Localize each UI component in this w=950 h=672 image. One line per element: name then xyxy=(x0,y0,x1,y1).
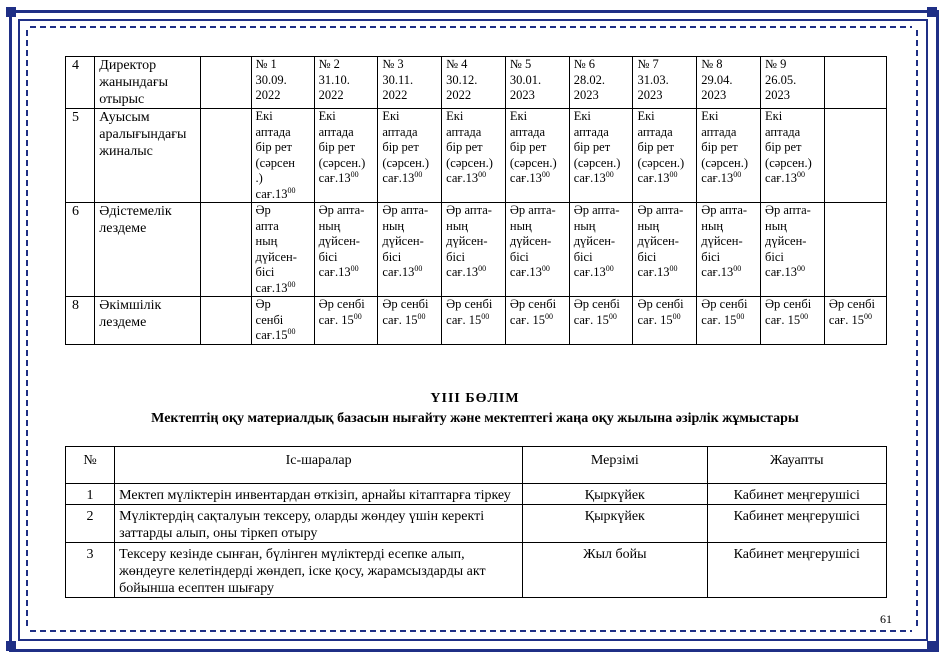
cell-line: Екі xyxy=(446,109,464,123)
tasks-table xyxy=(65,446,887,598)
cell-line: апта xyxy=(255,218,279,233)
time-minutes: 00 xyxy=(414,263,423,273)
cell-line: бісі xyxy=(573,249,593,264)
time-minutes: 00 xyxy=(736,311,745,321)
schedule-cell xyxy=(697,203,761,297)
cell-line: 2022 xyxy=(318,88,344,102)
schedule-cell xyxy=(314,57,378,109)
cell-line: (сәрсен.) xyxy=(446,155,493,170)
schedule-cell xyxy=(314,109,378,203)
cell-line: 2023 xyxy=(765,88,791,102)
cell-line: 29.04. xyxy=(701,72,733,87)
cell-line: Екі xyxy=(765,109,783,123)
event-name: Директор жанындағы отырыс xyxy=(95,57,201,109)
time-hour: сағ.13 xyxy=(382,171,415,185)
cell-time xyxy=(701,313,756,329)
schedule-cell xyxy=(569,109,633,203)
table-row xyxy=(66,543,887,598)
cell-line: Екі xyxy=(701,109,719,123)
cell-line: Әр апта- xyxy=(509,203,556,217)
time-minutes: 00 xyxy=(800,311,809,321)
row-number: 3 xyxy=(66,543,115,598)
cell-line: (сәрсен.) xyxy=(701,155,748,170)
time-hour: сағ.13 xyxy=(382,265,415,279)
schedule-cell xyxy=(251,297,314,345)
cell-line: Әр апта- xyxy=(765,203,811,217)
schedule-cell xyxy=(442,109,506,203)
row-activity: Мүліктердің сақталуын тексеру, оларды жөндеу үшін керекті заттарды алып, оны тіркеп отыру xyxy=(115,505,523,543)
table-header-row xyxy=(66,447,887,484)
cell-time xyxy=(574,265,629,281)
time-minutes: 00 xyxy=(545,311,554,321)
cell-line: сенбі xyxy=(255,312,284,327)
row-number: 4 xyxy=(66,57,95,109)
cell-line: дүйсен- xyxy=(255,249,297,264)
schedule-cell xyxy=(761,203,825,297)
time-hour: сағ. 15 xyxy=(382,312,418,327)
page-border-dashes-bottom xyxy=(30,630,912,632)
time-minutes: 00 xyxy=(541,169,550,179)
cell-line: ның xyxy=(382,218,405,233)
cell-line: № 1 xyxy=(255,57,277,71)
section-subheading: Мектептің оқу материалдық базасын нығайту және мектептегі жаңа оқу жылына әзірлік жұмыстары xyxy=(151,411,799,426)
cell-line: Әр апта- xyxy=(637,203,684,217)
schedule-cell xyxy=(633,57,697,109)
time-hour: сағ.13 xyxy=(765,171,798,185)
cell-time xyxy=(765,313,820,329)
time-minutes: 00 xyxy=(478,169,487,179)
cell-line: бір рет xyxy=(446,140,483,154)
cell-line: бір рет xyxy=(509,140,547,154)
time-minutes: 00 xyxy=(797,263,806,273)
cell-time xyxy=(319,313,374,329)
time-minutes: 00 xyxy=(481,311,490,321)
time-hour: сағ. 15 xyxy=(765,312,801,327)
schedule-cell xyxy=(761,297,825,345)
time-hour: сағ.13 xyxy=(446,171,479,185)
cell-line: ның xyxy=(765,218,787,233)
time-hour: сағ. 15 xyxy=(509,312,546,327)
cell-line: 31.03. xyxy=(637,72,669,87)
time-hour: сағ. 15 xyxy=(573,312,609,327)
cell-line: Әр сенбі xyxy=(573,297,620,311)
cell-line: бір рет xyxy=(255,140,292,154)
cell-line: Әр сенбі xyxy=(828,297,875,311)
cell-line: № 5 xyxy=(509,57,532,71)
cell-line: Әр xyxy=(255,297,271,311)
time-minutes: 00 xyxy=(350,263,359,273)
time-hour: сағ.13 xyxy=(637,265,670,279)
time-hour: сағ.13 xyxy=(509,265,542,279)
cell-time xyxy=(637,313,692,329)
cell-line: аптада xyxy=(509,124,546,139)
cell-line: бісі xyxy=(318,249,338,264)
time-hour: сағ.13 xyxy=(318,265,351,279)
time-minutes: 00 xyxy=(608,311,617,321)
time-hour: сағ. 15 xyxy=(828,312,864,327)
row-number: 1 xyxy=(66,484,115,505)
time-hour: сағ. 15 xyxy=(701,312,737,327)
schedule-cell xyxy=(378,297,442,345)
border-corner xyxy=(927,641,937,651)
empty-cell xyxy=(200,57,251,109)
cell-line: 30.09. xyxy=(255,72,287,87)
cell-time xyxy=(446,265,501,281)
cell-line: Әр сенбі xyxy=(637,297,684,311)
schedule-cell xyxy=(569,297,633,345)
cell-line: Әр апта- xyxy=(701,203,748,217)
cell-line: 2023 xyxy=(701,88,727,102)
cell-line: бір рет xyxy=(573,140,611,154)
cell-line: Әр апта- xyxy=(318,203,365,217)
cell-line: бісі xyxy=(509,249,529,264)
empty-cell xyxy=(200,203,251,297)
cell-line: бір рет xyxy=(765,140,802,154)
schedule-cell xyxy=(314,297,378,345)
cell-line: Әр апта- xyxy=(446,203,492,217)
cell-line: Екі xyxy=(637,109,655,123)
cell-line: Екі xyxy=(318,109,336,123)
time-hour: сағ. 15 xyxy=(318,312,354,327)
cell-line: бір рет xyxy=(701,140,738,154)
time-minutes: 00 xyxy=(287,326,296,336)
cell-line: № 6 xyxy=(573,57,595,71)
cell-line: (сәрсен.) xyxy=(573,155,621,170)
time-hour: сағ.13 xyxy=(255,280,288,295)
event-name: Әкімшілік лездеме xyxy=(95,297,201,345)
row-responsible: Кабинет меңгерушісі xyxy=(707,543,886,598)
schedule-cell xyxy=(569,203,633,297)
empty-cell xyxy=(200,297,251,345)
schedule-cell xyxy=(633,203,697,297)
time-minutes: 00 xyxy=(733,263,742,273)
row-activity: Тексеру кезінде сынған, бүлінген мүліктерді есепке алып, жөндеуге келетіндерді жөндеп, іске қосу, жарамсыздарды акт бойынша есептен шығару xyxy=(115,543,523,598)
schedule-row xyxy=(66,203,887,297)
cell-line: 2023 xyxy=(637,88,663,102)
schedule-cell xyxy=(442,203,506,297)
cell-time xyxy=(701,265,756,281)
time-minutes: 00 xyxy=(863,311,872,321)
schedule-cell-extra xyxy=(824,57,886,109)
time-minutes: 00 xyxy=(353,311,362,321)
cell-line: ның xyxy=(318,218,341,233)
cell-line: бір рет xyxy=(318,140,356,154)
table-row xyxy=(66,484,887,505)
page-border-dashes-right xyxy=(916,30,918,628)
row-deadline: Қыркүйек xyxy=(523,505,707,543)
schedule-cell xyxy=(761,57,825,109)
cell-time xyxy=(382,313,437,329)
cell-time xyxy=(382,265,437,281)
cell-line: аптада xyxy=(573,124,609,139)
col-header-deadline: Мерзімі xyxy=(523,447,707,484)
row-responsible: Кабинет меңгерушісі xyxy=(707,505,886,543)
cell-line: аптада xyxy=(637,124,673,139)
cell-line: Екі xyxy=(573,109,591,123)
col-header-activities: Іс-шаралар xyxy=(115,447,523,484)
time-minutes: 00 xyxy=(350,169,359,179)
time-hour: сағ.13 xyxy=(701,265,734,279)
cell-line: 30.12. xyxy=(446,72,478,87)
cell-line: Әр сенбі xyxy=(318,297,365,311)
cell-line: дүйсен- xyxy=(573,234,616,248)
cell-time xyxy=(382,171,437,187)
cell-time xyxy=(701,171,756,187)
time-minutes: 00 xyxy=(797,169,806,179)
cell-line: бісі xyxy=(446,249,465,264)
schedule-cell xyxy=(633,109,697,203)
cell-line: .) xyxy=(255,171,263,185)
row-activity: Мектеп мүліктерін инвентардан өткізіп, арнайы кітаптарға тіркеу xyxy=(115,484,523,505)
schedule-cell-extra xyxy=(824,109,886,203)
time-minutes: 00 xyxy=(605,169,614,179)
cell-time xyxy=(510,265,565,281)
cell-time xyxy=(637,265,692,281)
cell-line: Әр сенбі xyxy=(509,297,557,311)
row-deadline: Қыркүйек xyxy=(523,484,707,505)
cell-line: (сәрсен.) xyxy=(637,155,685,170)
empty-cell xyxy=(200,109,251,203)
cell-line: 31.10. xyxy=(318,72,350,87)
cell-line: (сәрсен.) xyxy=(765,155,812,170)
schedule-cell xyxy=(505,297,569,345)
section-heading: ҮІІІ БӨЛІМ xyxy=(430,391,520,406)
cell-time xyxy=(446,313,501,329)
cell-line: Әр сенбі xyxy=(446,297,493,311)
cell-line: 26.05. xyxy=(765,72,797,87)
cell-line: аптада xyxy=(255,124,291,139)
schedule-cell xyxy=(251,109,314,203)
cell-line: аптада xyxy=(701,124,737,139)
schedule-cell xyxy=(697,109,761,203)
time-minutes: 00 xyxy=(287,185,296,195)
page-border-dashes-left xyxy=(26,30,28,628)
cell-time xyxy=(256,187,310,203)
page-number: 61 xyxy=(880,612,892,626)
time-hour: сағ.13 xyxy=(637,171,670,185)
cell-time xyxy=(510,313,565,329)
cell-line: ның xyxy=(637,218,660,233)
border-corner xyxy=(6,7,16,17)
cell-line: Екі xyxy=(255,109,273,123)
cell-line: Екі xyxy=(509,109,528,123)
cell-line: бісі xyxy=(382,249,402,264)
time-hour: сағ.13 xyxy=(509,171,542,185)
page-border-dashes-top xyxy=(30,26,912,28)
row-number: 6 xyxy=(66,203,95,297)
time-minutes: 00 xyxy=(478,263,487,273)
schedule-cell xyxy=(633,297,697,345)
time-hour: сағ.15 xyxy=(255,328,288,342)
event-name: Ауысым аралығындағы жиналыс xyxy=(95,109,201,203)
cell-time xyxy=(319,265,374,281)
row-number: 8 xyxy=(66,297,95,345)
time-hour: сағ.13 xyxy=(255,186,288,201)
cell-line: 2022 xyxy=(382,88,408,102)
col-header-responsible: Жауапты xyxy=(707,447,886,484)
cell-line: аптада xyxy=(318,124,354,139)
time-hour: сағ.13 xyxy=(573,171,606,185)
cell-line: 30.01. xyxy=(509,72,542,87)
cell-line: 2022 xyxy=(255,88,281,102)
cell-time xyxy=(765,265,820,281)
cell-line: № 8 xyxy=(701,57,723,71)
schedule-cell xyxy=(505,57,569,109)
cell-time xyxy=(574,313,629,329)
cell-line: аптада xyxy=(446,124,482,139)
time-minutes: 00 xyxy=(672,311,681,321)
time-hour: сағ.13 xyxy=(765,265,798,279)
cell-line: бір рет xyxy=(637,140,674,154)
time-minutes: 00 xyxy=(605,263,614,273)
cell-line: дүйсен- xyxy=(765,234,807,248)
schedule-cell-extra xyxy=(824,203,886,297)
schedule-row xyxy=(66,57,887,109)
cell-line: 2023 xyxy=(509,88,535,102)
cell-line: 28.02. xyxy=(573,72,605,87)
cell-line: дүйсен- xyxy=(446,234,488,248)
cell-line: (сәрсен xyxy=(255,155,295,170)
cell-time xyxy=(574,171,629,187)
cell-line: Әр сенбі xyxy=(701,297,748,311)
cell-line: № 2 xyxy=(318,57,340,71)
time-minutes: 00 xyxy=(287,279,296,289)
cell-line: аптада xyxy=(765,124,801,139)
time-hour: сағ.13 xyxy=(446,265,479,279)
time-minutes: 00 xyxy=(417,311,426,321)
schedule-row xyxy=(66,109,887,203)
cell-line: ның xyxy=(701,218,724,233)
cell-line: Әр сенбі xyxy=(382,297,429,311)
schedule-cell xyxy=(378,109,442,203)
cell-line: Әр апта- xyxy=(382,203,429,217)
cell-line: № 9 xyxy=(765,57,787,71)
time-minutes: 00 xyxy=(541,263,550,273)
cell-line: 30.11. xyxy=(382,72,414,87)
cell-time xyxy=(319,171,374,187)
schedule-cell xyxy=(378,203,442,297)
schedule-cell xyxy=(251,57,314,109)
cell-time xyxy=(446,171,501,187)
cell-line: Әр апта- xyxy=(573,203,620,217)
cell-line: дүйсен- xyxy=(318,234,360,248)
cell-time xyxy=(829,313,882,329)
cell-line: дүйсен- xyxy=(637,234,679,248)
schedule-cell-extra xyxy=(824,297,886,345)
cell-line: дүйсен- xyxy=(701,234,743,248)
time-hour: сағ.13 xyxy=(573,265,606,279)
cell-line: дүйсен- xyxy=(509,234,552,248)
time-hour: сағ.13 xyxy=(701,171,734,185)
cell-time xyxy=(765,171,820,187)
border-corner xyxy=(6,641,16,651)
cell-line: бір рет xyxy=(382,140,419,154)
cell-line: бісі xyxy=(637,249,657,264)
cell-line: аптада xyxy=(382,124,418,139)
time-minutes: 00 xyxy=(669,263,678,273)
cell-line: ның xyxy=(509,218,532,233)
schedule-cell xyxy=(442,297,506,345)
cell-line: ның xyxy=(446,218,468,233)
row-deadline: Жыл бойы xyxy=(523,543,707,598)
cell-line: (сәрсен.) xyxy=(509,155,557,170)
cell-line: № 3 xyxy=(382,57,404,71)
schedule-cell xyxy=(505,203,569,297)
schedule-cell xyxy=(505,109,569,203)
cell-line: бісі xyxy=(765,249,784,264)
cell-time xyxy=(637,171,692,187)
schedule-cell xyxy=(314,203,378,297)
cell-line: Екі xyxy=(382,109,400,123)
schedule-row xyxy=(66,297,887,345)
time-hour: сағ. 15 xyxy=(446,312,482,327)
cell-line: дүйсен- xyxy=(382,234,424,248)
row-number: 5 xyxy=(66,109,95,203)
cell-line: (сәрсен.) xyxy=(318,155,366,170)
cell-line: ның xyxy=(573,218,596,233)
schedule-cell xyxy=(761,109,825,203)
cell-line: ның xyxy=(255,234,278,248)
cell-line: бісі xyxy=(701,249,721,264)
cell-line: Әр сенбі xyxy=(765,297,812,311)
cell-line: № 4 xyxy=(446,57,468,71)
cell-time xyxy=(256,281,310,297)
cell-line: 2022 xyxy=(446,88,472,102)
col-header-number: № xyxy=(66,447,115,484)
row-number: 2 xyxy=(66,505,115,543)
table-row xyxy=(66,505,887,543)
time-minutes: 00 xyxy=(414,169,423,179)
event-name: Әдістемелік лездеме xyxy=(95,203,201,297)
time-hour: сағ. 15 xyxy=(637,312,673,327)
cell-line: Әр xyxy=(255,203,271,217)
cell-line: бісі xyxy=(255,265,275,279)
cell-line: № 7 xyxy=(637,57,659,71)
time-hour: сағ.13 xyxy=(318,171,351,185)
cell-line: 2023 xyxy=(573,88,599,102)
schedule-cell xyxy=(442,57,506,109)
schedule-cell xyxy=(697,297,761,345)
border-corner xyxy=(927,7,937,17)
time-minutes: 00 xyxy=(669,169,678,179)
cell-time xyxy=(510,171,565,187)
schedule-cell xyxy=(697,57,761,109)
time-minutes: 00 xyxy=(733,169,742,179)
cell-time xyxy=(256,328,310,344)
meeting-schedule-table xyxy=(65,56,887,345)
schedule-cell xyxy=(251,203,314,297)
row-responsible: Кабинет меңгерушісі xyxy=(707,484,886,505)
schedule-cell xyxy=(569,57,633,109)
cell-line: (сәрсен.) xyxy=(382,155,430,170)
schedule-cell xyxy=(378,57,442,109)
